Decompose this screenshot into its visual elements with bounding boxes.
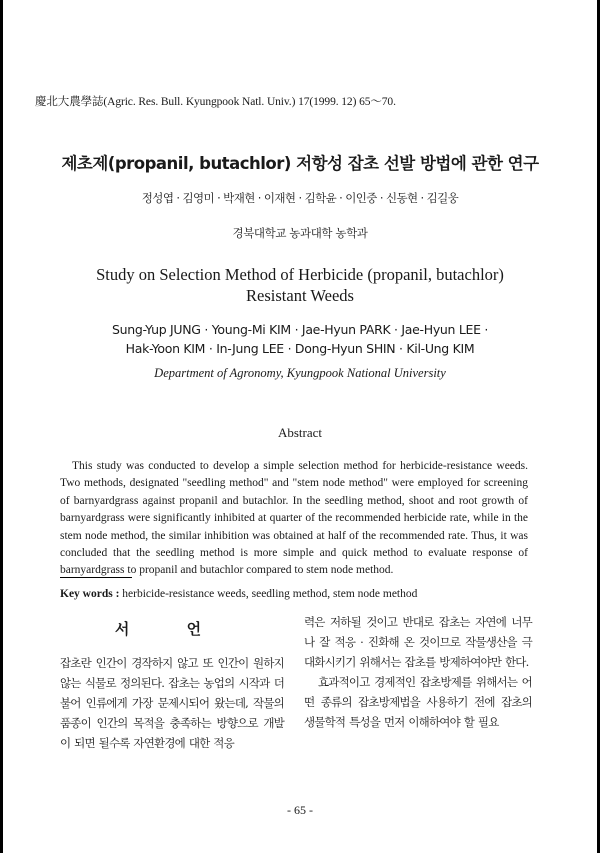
keywords-label: Key words :: [60, 588, 120, 600]
english-authors-line-1: Sung-Yup JUNG · Young-Mi KIM · Jae-Hyun PARK · Jae-Hyun LEE ·: [111, 322, 489, 337]
page-number: - 65 -: [287, 803, 313, 817]
korean-authors: 정성엽 · 김영미 · 박재현 · 이재현 · 김학윤 · 이인중 · 신동현 · 김길웅: [141, 191, 459, 205]
korean-affiliation: 경북대학교 농과대학 농학과: [232, 226, 368, 240]
keywords-text: herbicide-resistance weeds, seedling method, stem node method: [119, 588, 418, 600]
intro-right-column: [304, 612, 532, 732]
english-authors: [0, 320, 600, 358]
section-heading-introduction: 서 언: [114, 620, 228, 638]
journal-citation: 慶北大農學誌(Agric. Res. Bull. Kyungpook Natl. Univ.) 17(1999. 12) 65～70.: [35, 96, 396, 108]
english-authors-line-2: Hak-Yoon KIM · In-Jung LEE · Dong-Hyun SHIN · Kil-Ung KIM: [125, 341, 475, 356]
intro-paragraph-continued: 력은 저하될 것이고 반대로 잡초는 자연에 너무나 잘 적응 · 진화해 온 것이므로 작물생산을 극대화시키기 위해서는 잡초를 방제하여야만 한다.: [304, 615, 532, 669]
department: Department of Agronomy, Kyungpook National University: [154, 366, 446, 380]
intro-paragraph: 잡초란 인간이 경작하지 않고 또 인간이 원하지 않는 식물로 정의된다. 잡초는 농업의 시작과 더불어 인류에게 가장 문제시되어 왔는데, 작물의 품종이 인간의 목적을 충족하는 방향으로 개발이 되면 될수록 자연환경에 대한 적응: [60, 656, 284, 750]
intro-left-column: [60, 653, 284, 753]
abstract-heading: Abstract: [277, 425, 323, 440]
keywords-divider: [60, 577, 132, 578]
english-title-line-2: Resistant Weeds: [246, 286, 354, 305]
english-title-line-1: Study on Selection Method of Herbicide (propanil, butachlor): [96, 265, 504, 284]
korean-title: 제초제(propanil, butachlor) 저항성 잡초 선발 방법에 관한 연구: [61, 154, 539, 173]
abstract-body: This study was conducted to develop a simple selection method for herbicide-resistance weeds. Two methods, designated "seedling method" and "stem node method" were employed for screening of barnyardgrass against propanil and butachlor. In the seedling method, shoot and root growth of barnyardgrass were significantly inhibited at quarter of the recommended herbicide rate, while in the stem node method, the similar inhibition was obtained at half of the recommended rate. Thus, it was concluded that the seedling method is more simple and quick method to evaluate response of barnyardgrass to propanil and butachlor compared to stem node method.: [60, 460, 528, 577]
intro-paragraph-second: 효과적이고 경제적인 잡초방제를 위해서는 어떤 종류의 잡초방제법을 사용하기 전에 잡초의 생물학적 특성을 먼저 이해하여야 할 필요: [304, 675, 532, 729]
english-title: [0, 264, 600, 306]
keywords: [60, 588, 417, 600]
